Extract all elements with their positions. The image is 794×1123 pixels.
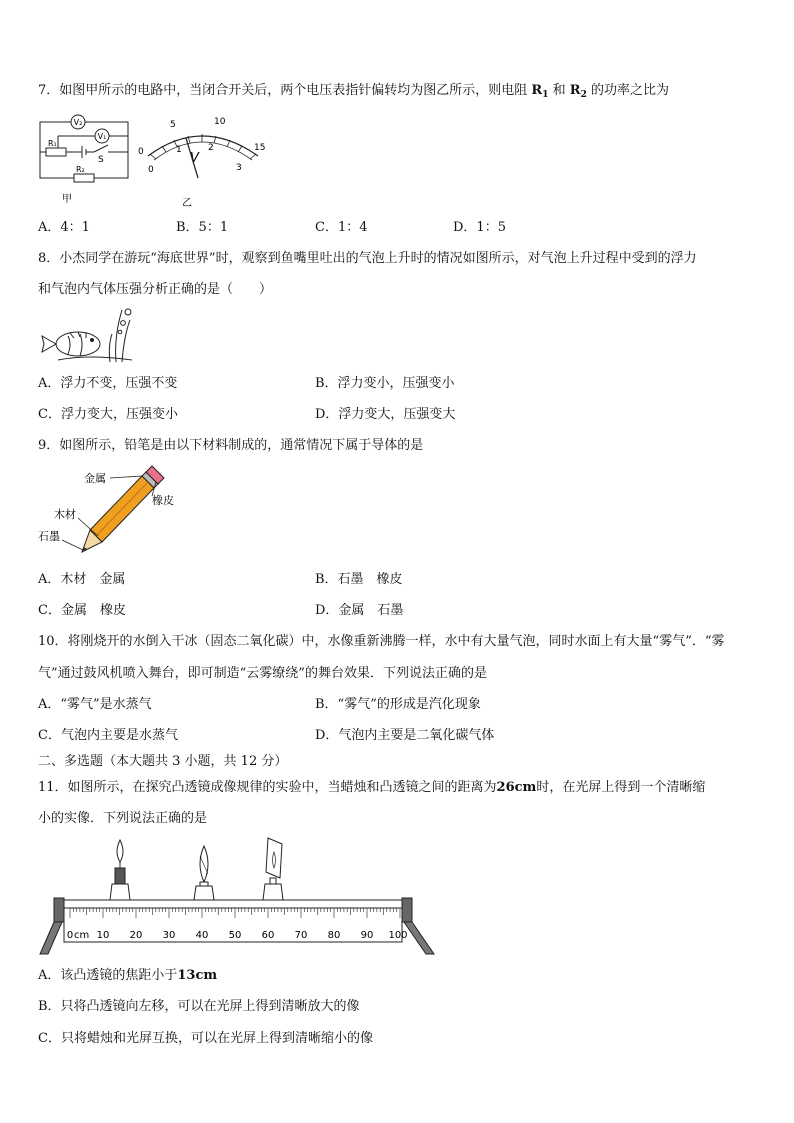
scale-label-40: 40 [195,930,209,941]
r1-resistor [46,148,66,156]
q7-option-d[interactable]: D．1：5 [453,220,506,235]
figure-yi-label: 乙 [182,198,192,208]
label-graphite: 石墨 [38,530,60,543]
dial-bottom-tick-1: 1 [176,145,182,155]
r1-label: R₁ [48,139,57,148]
v2-label: V₂ [73,118,83,127]
q8-option-c[interactable]: C．浮力变大，压强变小 [38,407,178,422]
q8-stem-line1: 8．小杰同学在游玩“海底世界”时，观察到鱼嘴里吐出的气泡上升时的情况如图所示，对气泡上升过程中受到的浮力 [38,251,697,266]
q7-circuit-figure [36,112,136,208]
q10-option-a[interactable]: A．“雾气”是水蒸气 [38,697,152,712]
bench-rail [56,900,408,908]
bench-right-leg [404,922,434,954]
q9-pencil-figure [38,458,188,562]
label-metal: 金属 [84,472,106,485]
label-rubber: 橡皮 [152,494,174,507]
q7-option-a[interactable]: A．4：1 [38,220,90,235]
q8-option-b[interactable]: B．浮力变小，压强变小 [315,376,455,391]
q8-stem-line2: 和气泡内气体压强分析正确的是（ ） [38,282,273,297]
q8-option-a[interactable]: A．浮力不变，压强不变 [38,376,178,391]
label-wood: 木材 [54,508,76,521]
q11-stem-line1: 11．如图所示，在探究凸透镜成像规律的实验中，当蜡烛和凸透镜之间的距离为26cm时，在光屏上得到一个清晰缩 [38,780,706,795]
v1-label: V₁ [97,132,107,141]
bubble-small-icon [118,330,122,334]
q7-option-c[interactable]: C．1：4 [315,220,368,235]
q9-option-d[interactable]: D．金属 石墨 [315,603,404,618]
q9-option-c[interactable]: C．金属 橡皮 [38,603,126,618]
scale-label-50: 50 [228,930,242,941]
q9-option-a[interactable]: A．木材 金属 [38,572,126,587]
q10-option-d[interactable]: D．气泡内主要是二氧化碳气体 [315,728,495,743]
seaweed-icon [109,310,130,362]
scale-label-80: 80 [327,930,341,941]
q8-option-d[interactable]: D．浮力变大，压强变大 [315,407,456,422]
bench-left-end [54,898,64,922]
dial-top-tick-10: 10 [214,117,226,127]
dial-bottom-tick-2: 2 [208,143,214,153]
q7-voltmeter-dial-figure [136,110,268,208]
scale-unit-label: cm [74,930,90,941]
fish-icon [42,332,100,356]
r2-resistor [74,174,94,182]
bench-right-end [402,898,412,922]
convex-lens-icon [194,846,214,900]
dial-bottom-tick-3: 3 [236,163,242,173]
bench-left-leg [40,922,62,954]
scale-label-60: 60 [261,930,275,941]
section-2-title: 二、多选题（本大题共 3 小题，共 12 分） [38,754,288,769]
bubble-medium-icon [121,321,126,326]
q8-fish-bubbles-figure [38,306,134,364]
dial-top-tick-15: 15 [254,143,266,153]
q10-option-b[interactable]: B．“雾气”的形成是汽化现象 [315,697,481,712]
q10-stem-line2: 气”通过鼓风机喷入舞台，即可制造“云雾缭绕”的舞台效果．下列说法正确的是 [38,666,487,681]
q10-stem-line1: 10．将刚烧开的水倒入干冰（固态二氧化碳）中，水像重新沸腾一样，水中有大量气泡，同时水面上有大量“雾气”．“雾 [38,634,725,649]
r2-label: R₂ [76,165,85,174]
q7-stem: 7．如图甲所示的电路中，当闭合开关后，两个电压表指针偏转均为图乙所示，则电阻 $R_1$ 和 $R_2$ 的功率之比为 [38,83,670,100]
q11-option-b[interactable]: B．只将凸透镜向左移，可以在光屏上得到清晰放大的像 [38,999,360,1014]
scale-label-10: 10 [96,930,110,941]
switch-label: S [98,155,104,165]
scale-label-0: 0 [66,930,74,941]
dial-unit-label: V [190,151,199,166]
dial-top-tick-0: 0 [138,147,144,157]
scale-label-70: 70 [294,930,308,941]
scale-label-30: 30 [162,930,176,941]
scale-label-100: 100 [388,930,408,941]
candle-icon [110,840,130,900]
q9-option-b[interactable]: B．石墨 橡皮 [315,572,403,587]
dial-top-tick-5: 5 [170,120,176,130]
q11-optical-bench-figure [36,834,438,958]
q7-option-b[interactable]: B．5：1 [176,220,229,235]
dial-bottom-tick-0: 0 [148,165,154,175]
figure-jia-label: 甲 [62,194,72,205]
scale-label-20: 20 [129,930,143,941]
seabed-line [58,357,132,360]
q11-stem-line2: 小的实像．下列说法正确的是 [38,811,208,826]
scale-label-90: 90 [360,930,374,941]
q11-option-c[interactable]: C．只将蜡烛和光屏互换，可以在光屏上得到清晰缩小的像 [38,1031,373,1046]
q10-option-c[interactable]: C．气泡内主要是水蒸气 [38,728,178,743]
bubble-large-icon [125,309,131,315]
q9-stem: 9．如图所示，铅笔是由以下材料制成的，通常情况下属于导体的是 [38,438,424,453]
light-screen-icon [263,838,283,900]
q11-option-a[interactable]: A．该凸透镜的焦距小于13cm [38,968,218,983]
